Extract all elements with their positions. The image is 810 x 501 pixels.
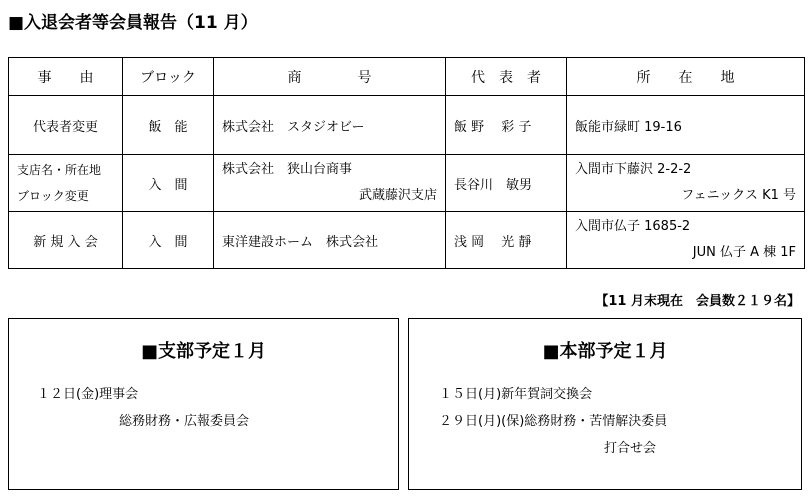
company-cell: 東洋建設ホーム 株式会社	[214, 212, 446, 269]
table-row	[9, 155, 805, 212]
address-cell	[567, 212, 805, 269]
company-line: 武蔵藤沢支店	[358, 188, 437, 203]
schedule-line: 打合せ会	[604, 441, 657, 456]
branch-schedule-lines	[9, 381, 398, 435]
branch-schedule-heading: ■支部予定１月	[140, 341, 266, 362]
schedule-line: ２９日(月)(保)総務財務・苦情解決委員	[439, 414, 668, 429]
report-title: ■入退会者等会員報告（11 月）	[8, 13, 258, 33]
header-block: ブロック	[123, 58, 214, 96]
representative-cell: 飯 野 彩 子	[446, 96, 567, 155]
header-company: 商 号	[214, 58, 446, 96]
address-line: 入間市下藤沢 2-2-2	[575, 162, 692, 177]
address-cell: 飯能市緑町 19-16	[567, 96, 805, 155]
company-cell	[214, 155, 446, 212]
branch-schedule-box	[8, 318, 399, 490]
schedule-line: 総務財務・広報委員会	[119, 414, 250, 429]
member-report-table	[8, 57, 805, 269]
schedule-line: １２日(金)理事会	[37, 387, 139, 402]
address-line: フェニックス K1 号	[681, 188, 796, 203]
hq-schedule-lines	[409, 381, 801, 462]
reason-line: 支店名・所在地	[17, 163, 102, 177]
table-row	[9, 212, 805, 269]
table-header-row	[9, 58, 805, 96]
block-cell: 入 間	[123, 155, 214, 212]
representative-cell: 長谷川 敏男	[446, 155, 567, 212]
header-reason: 事 由	[9, 58, 123, 96]
company-line: 株式会社 狭山台商事	[222, 162, 353, 177]
reason-cell	[9, 155, 123, 212]
company-cell: 株式会社 スタジオビー	[214, 96, 446, 155]
table-row	[9, 96, 805, 155]
member-count-note: 【11 月末現在 会員数２１９名】	[595, 294, 800, 309]
reason-cell: 新 規 入 会	[9, 212, 123, 269]
address-cell	[567, 155, 805, 212]
block-cell: 入 間	[123, 212, 214, 269]
reason-cell: 代表者変更	[9, 96, 123, 155]
schedule-line: １５日(月)新年賀詞交換会	[439, 387, 593, 402]
address-line: JUN 仏子 A 棟 1F	[692, 245, 796, 260]
hq-schedule-box	[408, 318, 802, 490]
header-representative: 代 表 者	[446, 58, 567, 96]
representative-cell: 浅 岡 光 靜	[446, 212, 567, 269]
address-line: 入間市仏子 1685-2	[575, 219, 691, 234]
header-address: 所 在 地	[567, 58, 805, 96]
reason-line: ブロック変更	[17, 189, 89, 203]
hq-schedule-heading: ■本部予定１月	[542, 341, 668, 362]
block-cell: 飯 能	[123, 96, 214, 155]
